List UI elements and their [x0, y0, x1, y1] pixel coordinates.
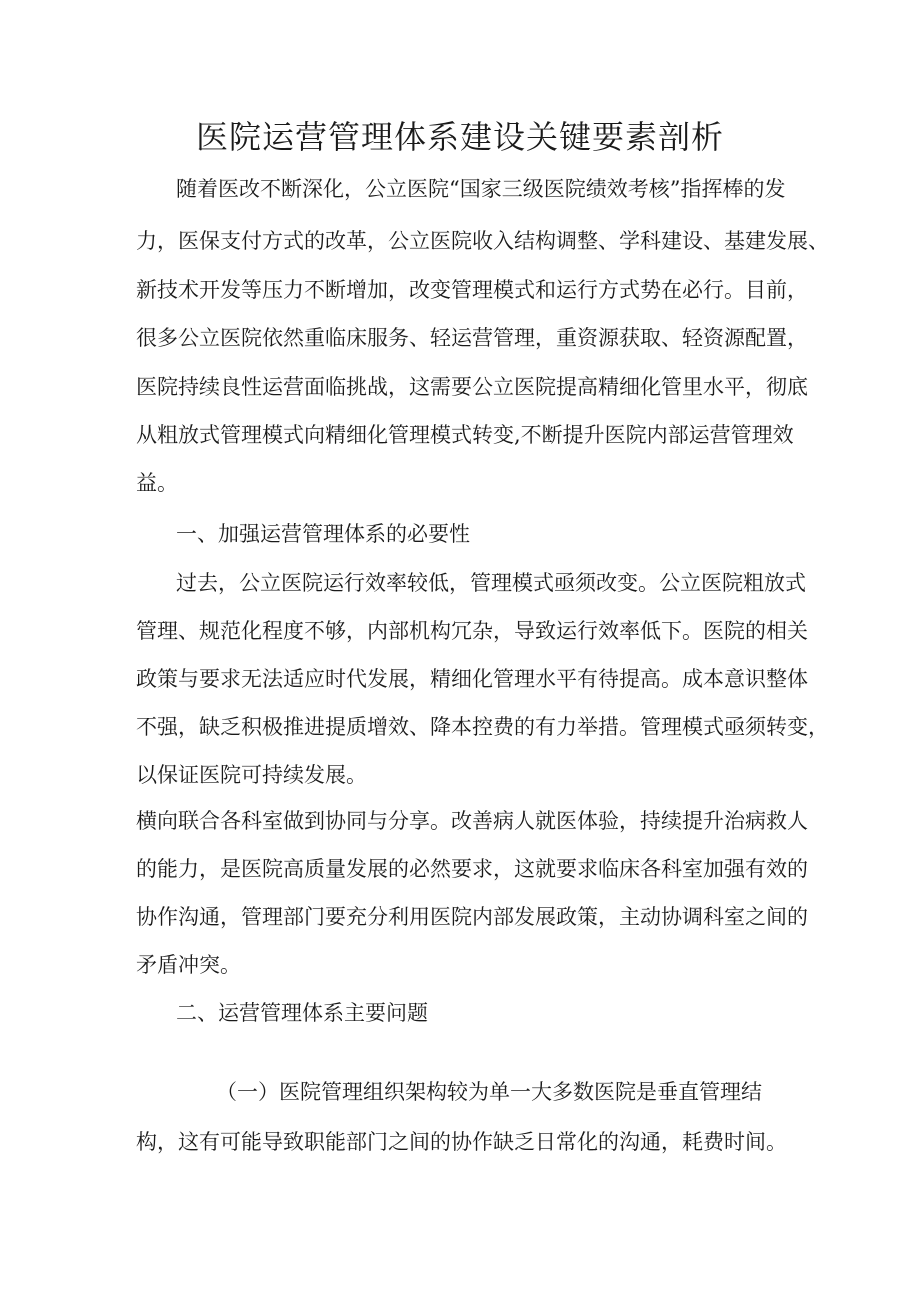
text-line: 政策与要求无法适应时代发展，精细化管理水平有待提高。成本意识整体	[136, 667, 808, 691]
text-line: 很多公立医院依然重临床服务、轻运营管理，重资源获取、轻资源配置，	[136, 326, 808, 350]
text-line: 不强，缺乏积极推进提质增效、降本控费的有力举措。管理模式亟须转变，	[136, 715, 829, 739]
section-heading-2: 二、运营管理体系主要问题	[176, 1001, 428, 1025]
text-line: （一）医院管理组织架构较为单一大多数医院是垂直管理结	[216, 1080, 762, 1104]
text-line: 的能力，是医院高质量发展的必然要求，这就要求临床各科室加强有效的	[136, 857, 808, 881]
document-title: 医院运营管理体系建设关键要素剖析	[195, 118, 724, 156]
text-line: 力，医保支付方式的改革，公立医院收入结构调整、学科建设、基建发展、	[136, 229, 829, 253]
text-line: 矛盾冲突。	[136, 953, 241, 977]
text-line: 益。	[136, 471, 178, 495]
text-line: 新技术开发等压力不断增加，改变管理模式和运行方式势在必行。目前，	[136, 278, 808, 302]
text-line: 构，这有可能导致职能部门之间的协作缺乏日常化的沟通，耗费时间。	[136, 1130, 787, 1154]
text-line: 过去，公立医院运行效率较低，管理模式亟须改变。公立医院粗放式	[176, 571, 806, 595]
text-line: 管理、规范化程度不够，内部机构冗杂，导致运行效率低下。医院的相关	[136, 619, 808, 643]
text-line: 协作沟通，管理部门要充分利用医院内部发展政策，主动协调科室之间的	[136, 905, 808, 929]
text-line: 横向联合各科室做到协同与分享。改善病人就医体验，持续提升治病救人	[136, 809, 808, 833]
text-line: 医院持续良性运营面临挑战，这需要公立医院提高精细化管里水平，彻底	[136, 375, 808, 399]
text-line: 以保证医院可持续发展。	[136, 763, 367, 787]
text-line: 从粗放式管理模式向精细化管理模式转变,不断提升医院内部运营管理效	[136, 423, 794, 447]
text-line: 随着医改不断深化，公立医院“国家三级医院绩效考核”指挥棒的发	[176, 177, 786, 201]
section-heading-1: 一、加强运营管理体系的必要性	[176, 522, 470, 546]
